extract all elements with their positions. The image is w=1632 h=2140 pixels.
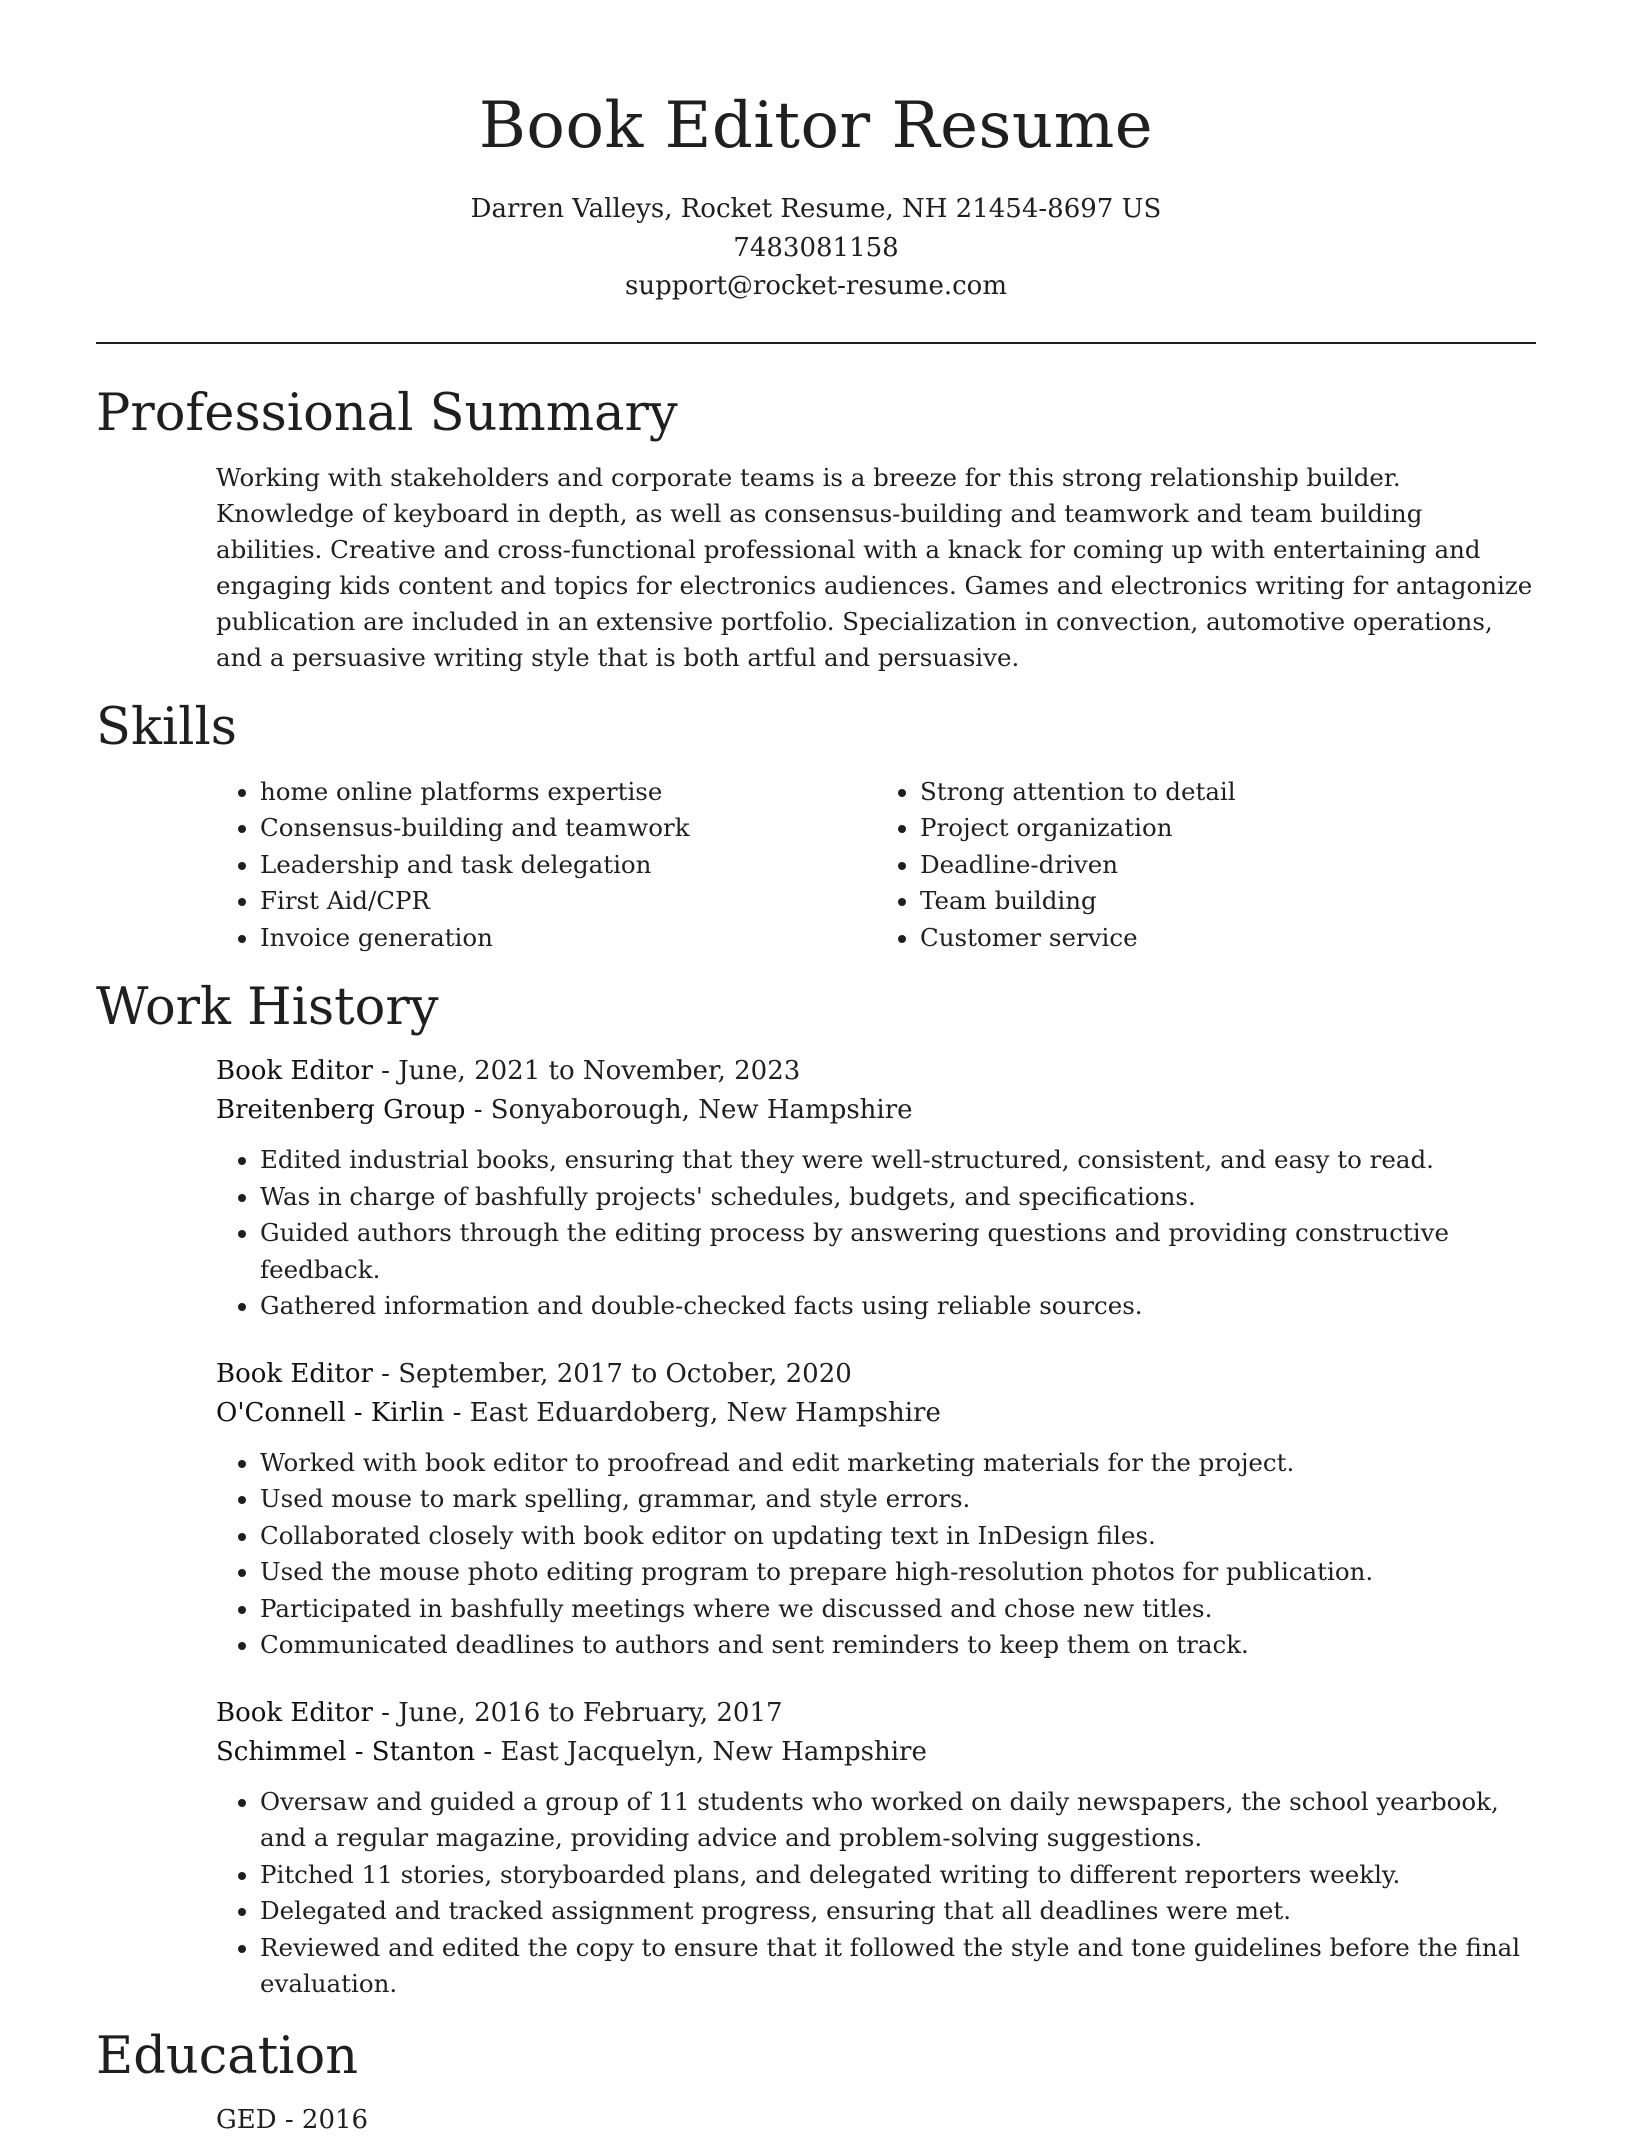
separator: -	[475, 1736, 501, 1767]
job-bullet: • Used the mouse photo editing program to prepare high-resolution photos for publication.	[260, 1554, 1536, 1591]
job-entry	[216, 1694, 1536, 2003]
job-dates: June, 2021 to November, 2023	[398, 1056, 801, 1086]
job-dates: September, 2017 to October, 2020	[398, 1358, 852, 1389]
separator: -	[444, 1397, 470, 1428]
job-title-line	[216, 1694, 1536, 1733]
job-title: Book Editor	[216, 1056, 373, 1086]
job-bullet: • Collaborated closely with book editor on updating text in InDesign files.	[260, 1518, 1536, 1555]
email: support@rocket-resume.com	[624, 271, 1007, 301]
job-bullets	[216, 1445, 1536, 1664]
job-title: Book Editor	[216, 1358, 373, 1389]
skill-item: • Strong attention to detail	[920, 774, 1536, 811]
job-bullet: • Gathered information and double-checked facts using reliable sources.	[260, 1288, 1536, 1325]
skills-column-left	[216, 774, 876, 957]
summary-text: Working with stakeholders and corporate teams is a breeze for this strong relationship builder. Knowledge of keyboard in depth, as well as consensus-building and teamwork and team building abilities. Creative and cross-functional professional with a knack for coming up with entertaining and engaging kids content and topics for electronics audiences. Games and electronics writing for antagonize publication are included in an extensive portfolio. Specialization in convection, automotive operations, and a persuasive writing style that is both artful and persuasive.	[216, 462, 1533, 672]
skill-item: • Customer service	[920, 920, 1536, 957]
job-title-line	[216, 1355, 1536, 1394]
job-bullet: • Was in charge of bashfully projects' schedules, budgets, and specifications.	[260, 1179, 1536, 1216]
job-company-line	[216, 1394, 1536, 1433]
resume-page	[96, 0, 1536, 2140]
separator: -	[372, 1358, 399, 1389]
job-bullet: • Guided authors through the editing process by answering questions and providing constructive feedback.	[260, 1215, 1536, 1288]
skill-item: • Project organization	[920, 810, 1536, 847]
job-entry	[216, 1355, 1536, 1664]
job-bullet: • Used mouse to mark spelling, grammar, and style errors.	[260, 1481, 1536, 1518]
job-location: Sonyaborough, New Hampshire	[490, 1095, 913, 1125]
separator: -	[372, 1697, 399, 1728]
header-divider	[96, 342, 1536, 344]
phone: 7483081158	[733, 232, 899, 263]
job-company-line	[216, 1733, 1536, 1772]
job-company: Schimmel - Stanton	[216, 1736, 476, 1767]
job-bullets	[216, 1784, 1536, 2003]
job-entry	[216, 1052, 1536, 1325]
skill-item: • Leadership and task delegation	[260, 847, 876, 884]
contact-block	[96, 190, 1536, 306]
job-bullet: • Participated in bashfully meetings where we discussed and chose new titles.	[260, 1591, 1536, 1628]
job-company-line	[216, 1091, 1536, 1130]
skill-item: • Invoice generation	[260, 920, 876, 957]
job-bullets	[216, 1142, 1536, 1325]
skill-item: • home online platforms expertise	[260, 774, 876, 811]
job-bullet: • Pitched 11 stories, storyboarded plans, and delegated writing to different reporters weekly.	[260, 1857, 1536, 1894]
job-bullet: • Delegated and tracked assignment progress, ensuring that all deadlines were met.	[260, 1893, 1536, 1930]
job-location: East Jacquelyn, New Hampshire	[500, 1736, 927, 1767]
job-company: Breitenberg Group	[216, 1095, 466, 1125]
education-heading: Education	[96, 2026, 359, 2086]
job-bullet: • Edited industrial books, ensuring that they were well-structured, consistent, and easy to read.	[260, 1142, 1536, 1179]
skill-item: • Team building	[920, 883, 1536, 920]
skill-item: • First Aid/CPR	[260, 883, 876, 920]
education-line: GED - 2016	[216, 2104, 369, 2135]
job-bullet: • Reviewed and edited the copy to ensure that it followed the style and tone guidelines before the final evaluation.	[260, 1930, 1536, 2003]
job-bullet: • Oversaw and guided a group of 11 students who worked on daily newspapers, the school yearbook, and a regular magazine, providing advice and problem-solving suggestions.	[260, 1784, 1536, 1857]
job-location: East Eduardoberg, New Hampshire	[469, 1397, 941, 1428]
work-heading: Work History	[96, 978, 439, 1037]
skills-heading: Skills	[96, 697, 237, 757]
job-company: O'Connell - Kirlin	[216, 1397, 445, 1428]
job-title-line	[216, 1052, 1536, 1091]
skill-item: • Consensus-building and teamwork	[260, 810, 876, 847]
address: Darren Valleys, Rocket Resume, NH 21454-8697 US	[470, 194, 1162, 224]
separator: -	[372, 1056, 399, 1086]
summary-heading: Professional Summary	[96, 383, 678, 443]
resume-title: Book Editor Resume	[478, 89, 1154, 163]
skills-list	[216, 774, 1536, 957]
skill-item: • Deadline-driven	[920, 847, 1536, 884]
separator: -	[465, 1095, 491, 1125]
job-bullet: • Communicated deadlines to authors and sent reminders to keep them on track.	[260, 1627, 1536, 1664]
job-dates: June, 2016 to February, 2017	[398, 1697, 783, 1728]
job-bullet: • Worked with book editor to proofread and edit marketing materials for the project.	[260, 1445, 1536, 1482]
job-title: Book Editor	[216, 1697, 373, 1728]
skills-column-right	[876, 774, 1536, 957]
